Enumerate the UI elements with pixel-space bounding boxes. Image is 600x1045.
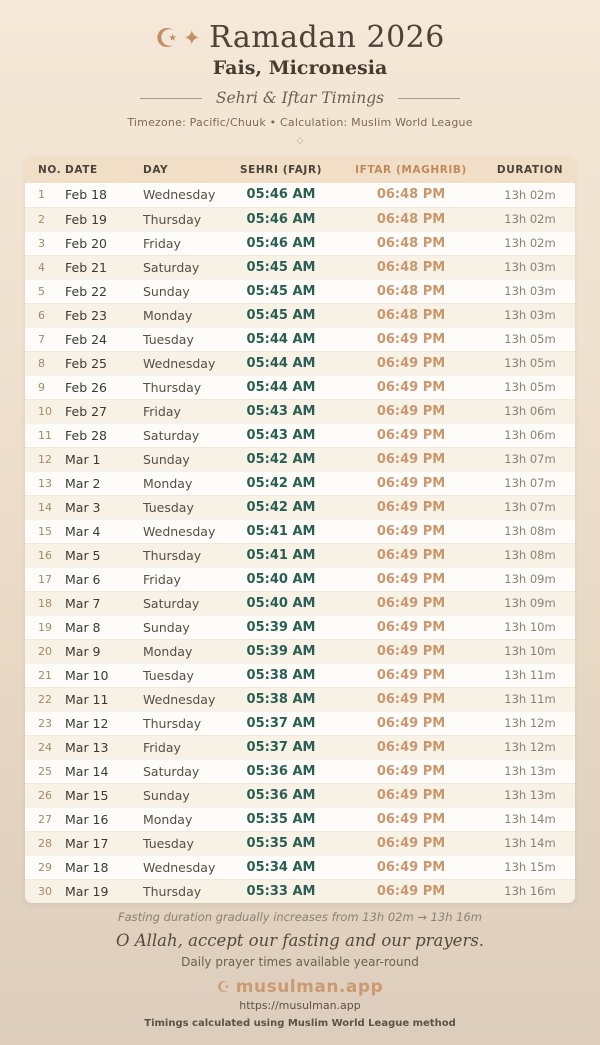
row-day: Saturday <box>143 255 225 279</box>
row-date: Feb 19 <box>65 207 143 231</box>
row-iftar-time: 06:48 PM <box>376 187 446 203</box>
row-number: 20 <box>25 639 65 663</box>
table-row <box>25 759 575 783</box>
row-duration: 13h 12m <box>485 711 575 735</box>
row-day: Thursday <box>143 375 225 399</box>
row-number: 6 <box>25 303 65 327</box>
row-iftar-time: 06:49 PM <box>337 375 485 399</box>
row-duration: 13h 07m <box>485 447 575 471</box>
row-sehri-time: 05:38 AM <box>225 687 337 711</box>
row-duration: 13h 14m <box>485 807 575 831</box>
row-iftar-time: 06:48 PM <box>337 303 485 327</box>
row-duration: 13h 11m <box>485 687 575 711</box>
row-duration: 13h 06m <box>485 399 575 423</box>
row-date: Mar 14 <box>65 759 143 783</box>
row-iftar-time: 06:49 PM <box>337 759 485 783</box>
row-duration: 13h 08m <box>485 519 575 543</box>
row-date: Mar 3 <box>65 495 143 519</box>
brand-crescent-icon: ☪ <box>216 978 231 996</box>
row-date: Feb 26 <box>65 375 143 399</box>
row-date: Mar 15 <box>65 783 143 807</box>
row-duration: 13h 09m <box>485 591 575 615</box>
row-sehri-time: 05:37 AM <box>225 735 337 759</box>
row-duration: 13h 07m <box>485 495 575 519</box>
availability-note: Daily prayer times available year-round <box>181 955 419 969</box>
row-iftar-time: 06:49 PM <box>337 399 485 423</box>
table-row <box>25 639 575 663</box>
row-duration: 13h 03m <box>485 255 575 279</box>
row-date: Mar 10 <box>65 663 143 687</box>
table-row <box>25 615 575 639</box>
row-iftar-time: 06:49 PM <box>337 567 485 591</box>
row-iftar-time: 06:49 PM <box>337 687 485 711</box>
row-number: 4 <box>25 255 65 279</box>
table-row <box>25 399 575 423</box>
row-number: 19 <box>25 615 65 639</box>
row-iftar-time: 06:49 PM <box>337 855 485 879</box>
row-number: 5 <box>25 279 65 303</box>
row-number: 3 <box>25 231 65 255</box>
row-iftar-time: 06:49 PM <box>337 591 485 615</box>
row-day: Tuesday <box>143 831 225 855</box>
row-date: Mar 12 <box>65 711 143 735</box>
table-row <box>25 495 575 519</box>
row-sehri-time: 05:41 AM <box>225 519 337 543</box>
row-duration: 13h 07m <box>485 471 575 495</box>
row-sehri-time: 05:44 AM <box>225 375 337 399</box>
row-day: Wednesday <box>143 687 225 711</box>
row-day: Saturday <box>143 591 225 615</box>
row-number: 8 <box>25 351 65 375</box>
row-iftar-time: 06:49 PM <box>337 615 485 639</box>
row-date: Mar 11 <box>65 687 143 711</box>
table-row <box>25 687 575 711</box>
table-row <box>25 231 575 255</box>
row-day: Saturday <box>143 423 225 447</box>
table-row <box>25 735 575 759</box>
row-number: 14 <box>25 495 65 519</box>
row-duration: 13h 13m <box>485 759 575 783</box>
table-row <box>25 567 575 591</box>
column-header-no: NO. <box>25 157 65 183</box>
table-row <box>25 351 575 375</box>
row-duration: 13h 02m <box>504 187 556 202</box>
row-duration: 13h 09m <box>485 567 575 591</box>
row-duration: 13h 13m <box>485 783 575 807</box>
row-number: 17 <box>25 567 65 591</box>
row-sehri-time: 05:45 AM <box>225 303 337 327</box>
row-iftar-time: 06:49 PM <box>337 447 485 471</box>
row-sehri-time: 05:41 AM <box>225 543 337 567</box>
timings-table <box>25 157 575 903</box>
row-number: 27 <box>25 807 65 831</box>
table-row <box>25 831 575 855</box>
row-sehri-time: 05:35 AM <box>225 831 337 855</box>
table-header-row <box>25 157 575 183</box>
row-day: Wednesday <box>143 351 225 375</box>
row-iftar-time: 06:49 PM <box>337 879 485 903</box>
brand-url-link[interactable]: https://musulman.app <box>239 999 361 1012</box>
row-duration: 13h 05m <box>485 351 575 375</box>
row-day: Wednesday <box>143 855 225 879</box>
row-date: Mar 16 <box>65 807 143 831</box>
row-day: Thursday <box>143 207 225 231</box>
diamond-ornament-icon: ◇ <box>296 136 304 146</box>
row-iftar-time: 06:48 PM <box>337 255 485 279</box>
row-sehri-time: 05:42 AM <box>225 471 337 495</box>
table-row <box>25 183 575 207</box>
column-header-date: DATE <box>65 157 143 183</box>
table-row <box>25 543 575 567</box>
row-day: Sunday <box>143 615 225 639</box>
row-duration: 13h 10m <box>485 639 575 663</box>
table-row <box>25 807 575 831</box>
brand-name: musulman.app <box>235 977 384 997</box>
row-number: 7 <box>25 327 65 351</box>
row-sehri-time: 05:33 AM <box>225 879 337 903</box>
table-row <box>25 255 575 279</box>
table-row <box>25 591 575 615</box>
row-sehri-time: 05:39 AM <box>225 639 337 663</box>
row-duration: 13h 02m <box>485 231 575 255</box>
row-date: Mar 13 <box>65 735 143 759</box>
row-number: 10 <box>25 399 65 423</box>
row-date: Feb 23 <box>65 303 143 327</box>
row-sehri-time: 05:43 AM <box>225 423 337 447</box>
row-iftar-time: 06:49 PM <box>337 519 485 543</box>
row-number: 11 <box>25 423 65 447</box>
row-number: 13 <box>25 471 65 495</box>
calculation-method-note: Timings calculated using Muslim World League method <box>144 1018 456 1029</box>
row-sehri-time: 05:46 AM <box>246 187 316 203</box>
row-day: Wednesday <box>143 187 216 203</box>
row-duration: 13h 14m <box>485 831 575 855</box>
row-number: 28 <box>25 831 65 855</box>
row-duration: 13h 10m <box>485 615 575 639</box>
row-day: Monday <box>143 807 225 831</box>
row-sehri-time: 05:38 AM <box>225 663 337 687</box>
row-sehri-time: 05:45 AM <box>225 279 337 303</box>
row-date: Mar 19 <box>65 879 143 903</box>
row-number: 26 <box>25 783 65 807</box>
row-day: Wednesday <box>143 519 225 543</box>
row-duration: 13h 05m <box>485 375 575 399</box>
row-day: Sunday <box>143 447 225 471</box>
table-row <box>25 519 575 543</box>
page-title: Ramadan 2026 <box>209 20 445 55</box>
row-number: 29 <box>25 855 65 879</box>
crescent-star-icon: ☪ <box>155 24 179 54</box>
row-sehri-time: 05:42 AM <box>225 495 337 519</box>
timings-table-card <box>25 157 575 903</box>
row-duration: 13h 15m <box>485 855 575 879</box>
row-date: Feb 24 <box>65 327 143 351</box>
row-date: Mar 5 <box>65 543 143 567</box>
row-day: Tuesday <box>143 663 225 687</box>
row-iftar-time: 06:49 PM <box>337 327 485 351</box>
row-number: 21 <box>25 663 65 687</box>
row-duration: 13h 03m <box>485 303 575 327</box>
row-sehri-time: 05:45 AM <box>225 255 337 279</box>
row-day: Friday <box>143 399 225 423</box>
row-iftar-time: 06:49 PM <box>337 831 485 855</box>
table-row <box>25 303 575 327</box>
page-title-row <box>0 20 600 58</box>
row-iftar-time: 06:49 PM <box>337 783 485 807</box>
row-day: Saturday <box>143 759 225 783</box>
page-header <box>0 0 600 147</box>
row-date: Feb 21 <box>65 255 143 279</box>
row-number: 23 <box>25 711 65 735</box>
row-date: Mar 9 <box>65 639 143 663</box>
row-iftar-time: 06:49 PM <box>337 423 485 447</box>
row-day: Sunday <box>143 783 225 807</box>
row-sehri-time: 05:35 AM <box>225 807 337 831</box>
row-number: 24 <box>25 735 65 759</box>
row-iftar-time: 06:49 PM <box>337 711 485 735</box>
table-row <box>25 879 575 903</box>
table-row <box>25 711 575 735</box>
row-date: Mar 17 <box>65 831 143 855</box>
row-number: 30 <box>25 879 65 903</box>
row-iftar-time: 06:49 PM <box>337 639 485 663</box>
row-iftar-time: 06:48 PM <box>337 207 485 231</box>
divider-line-right <box>398 98 460 99</box>
row-number: 18 <box>25 591 65 615</box>
row-sehri-time: 05:36 AM <box>225 759 337 783</box>
dua-quote: O Allah, accept our fasting and our prayers. <box>115 931 485 950</box>
row-sehri-time: 05:40 AM <box>225 567 337 591</box>
row-day: Monday <box>143 303 225 327</box>
row-duration: 13h 11m <box>485 663 575 687</box>
row-day: Friday <box>143 735 225 759</box>
row-sehri-time: 05:40 AM <box>225 591 337 615</box>
row-iftar-time: 06:49 PM <box>337 663 485 687</box>
row-number: 25 <box>25 759 65 783</box>
row-sehri-time: 05:42 AM <box>225 447 337 471</box>
row-day: Monday <box>143 639 225 663</box>
row-sehri-time: 05:46 AM <box>225 231 337 255</box>
row-day: Thursday <box>143 543 225 567</box>
row-date: Feb 20 <box>65 231 143 255</box>
table-row <box>25 279 575 303</box>
row-date: Mar 1 <box>65 447 143 471</box>
row-number: 16 <box>25 543 65 567</box>
row-day: Tuesday <box>143 495 225 519</box>
table-row <box>25 855 575 879</box>
row-iftar-time: 06:48 PM <box>337 231 485 255</box>
row-sehri-time: 05:44 AM <box>225 351 337 375</box>
row-date: Feb 18 <box>65 187 108 203</box>
row-day: Thursday <box>143 711 225 735</box>
table-row <box>25 327 575 351</box>
row-date: Feb 25 <box>65 351 143 375</box>
table-row <box>25 207 575 231</box>
row-duration: 13h 16m <box>485 879 575 903</box>
row-sehri-time: 05:43 AM <box>225 399 337 423</box>
row-date: Mar 8 <box>65 615 143 639</box>
row-iftar-time: 06:49 PM <box>337 735 485 759</box>
row-duration: 13h 05m <box>485 327 575 351</box>
row-duration: 13h 12m <box>485 735 575 759</box>
timezone-calculation-meta: Timezone: Pacific/Chuuk • Calculation: Muslim World League <box>127 116 473 129</box>
subtitle-row <box>0 89 600 107</box>
row-date: Mar 2 <box>65 471 143 495</box>
row-sehri-time: 05:36 AM <box>225 783 337 807</box>
row-number: 15 <box>25 519 65 543</box>
row-number: 9 <box>25 375 65 399</box>
table-row <box>25 447 575 471</box>
row-number: 1 <box>38 188 45 202</box>
row-iftar-time: 06:48 PM <box>337 279 485 303</box>
row-date: Mar 7 <box>65 591 143 615</box>
row-day: Tuesday <box>143 327 225 351</box>
row-duration: 13h 08m <box>485 543 575 567</box>
row-duration: 13h 03m <box>485 279 575 303</box>
row-date: Feb 22 <box>65 279 143 303</box>
column-header-sehri: SEHRI (FAJR) <box>225 157 337 183</box>
row-date: Mar 18 <box>65 855 143 879</box>
column-header-iftar: IFTAR (MAGHRIB) <box>337 157 485 183</box>
row-number: 2 <box>25 207 65 231</box>
row-sehri-time: 05:39 AM <box>225 615 337 639</box>
row-iftar-time: 06:49 PM <box>337 543 485 567</box>
column-header-day: DAY <box>143 157 225 183</box>
row-number: 12 <box>25 447 65 471</box>
table-row <box>25 783 575 807</box>
row-day: Monday <box>143 471 225 495</box>
page-footer <box>0 910 600 1029</box>
row-sehri-time: 05:34 AM <box>225 855 337 879</box>
table-row <box>25 423 575 447</box>
row-date: Mar 6 <box>65 567 143 591</box>
row-iftar-time: 06:49 PM <box>337 471 485 495</box>
row-date: Mar 4 <box>65 519 143 543</box>
location-title: Fais, Micronesia <box>212 57 388 79</box>
row-iftar-time: 06:49 PM <box>337 351 485 375</box>
row-date: Feb 27 <box>65 399 143 423</box>
divider-line-left <box>140 98 202 99</box>
row-duration: 13h 02m <box>485 207 575 231</box>
table-body <box>25 183 575 903</box>
row-iftar-time: 06:49 PM <box>337 495 485 519</box>
table-row <box>25 375 575 399</box>
sparkle-icon: ✦ <box>182 26 202 50</box>
row-sehri-time: 05:46 AM <box>225 207 337 231</box>
duration-trend-note: Fasting duration gradually increases from 13h 02m → 13h 16m <box>117 910 483 924</box>
table-row <box>25 471 575 495</box>
row-number: 22 <box>25 687 65 711</box>
row-day: Thursday <box>143 879 225 903</box>
row-duration: 13h 06m <box>485 423 575 447</box>
row-sehri-time: 05:44 AM <box>225 327 337 351</box>
row-day: Friday <box>143 231 225 255</box>
table-row <box>25 663 575 687</box>
row-day: Friday <box>143 567 225 591</box>
row-sehri-time: 05:37 AM <box>225 711 337 735</box>
column-header-duration: DURATION <box>485 157 575 183</box>
brand-link[interactable] <box>0 977 600 997</box>
page-subtitle: Sehri & Iftar Timings <box>215 89 385 107</box>
row-day: Sunday <box>143 279 225 303</box>
row-date: Feb 28 <box>65 423 143 447</box>
row-iftar-time: 06:49 PM <box>337 807 485 831</box>
